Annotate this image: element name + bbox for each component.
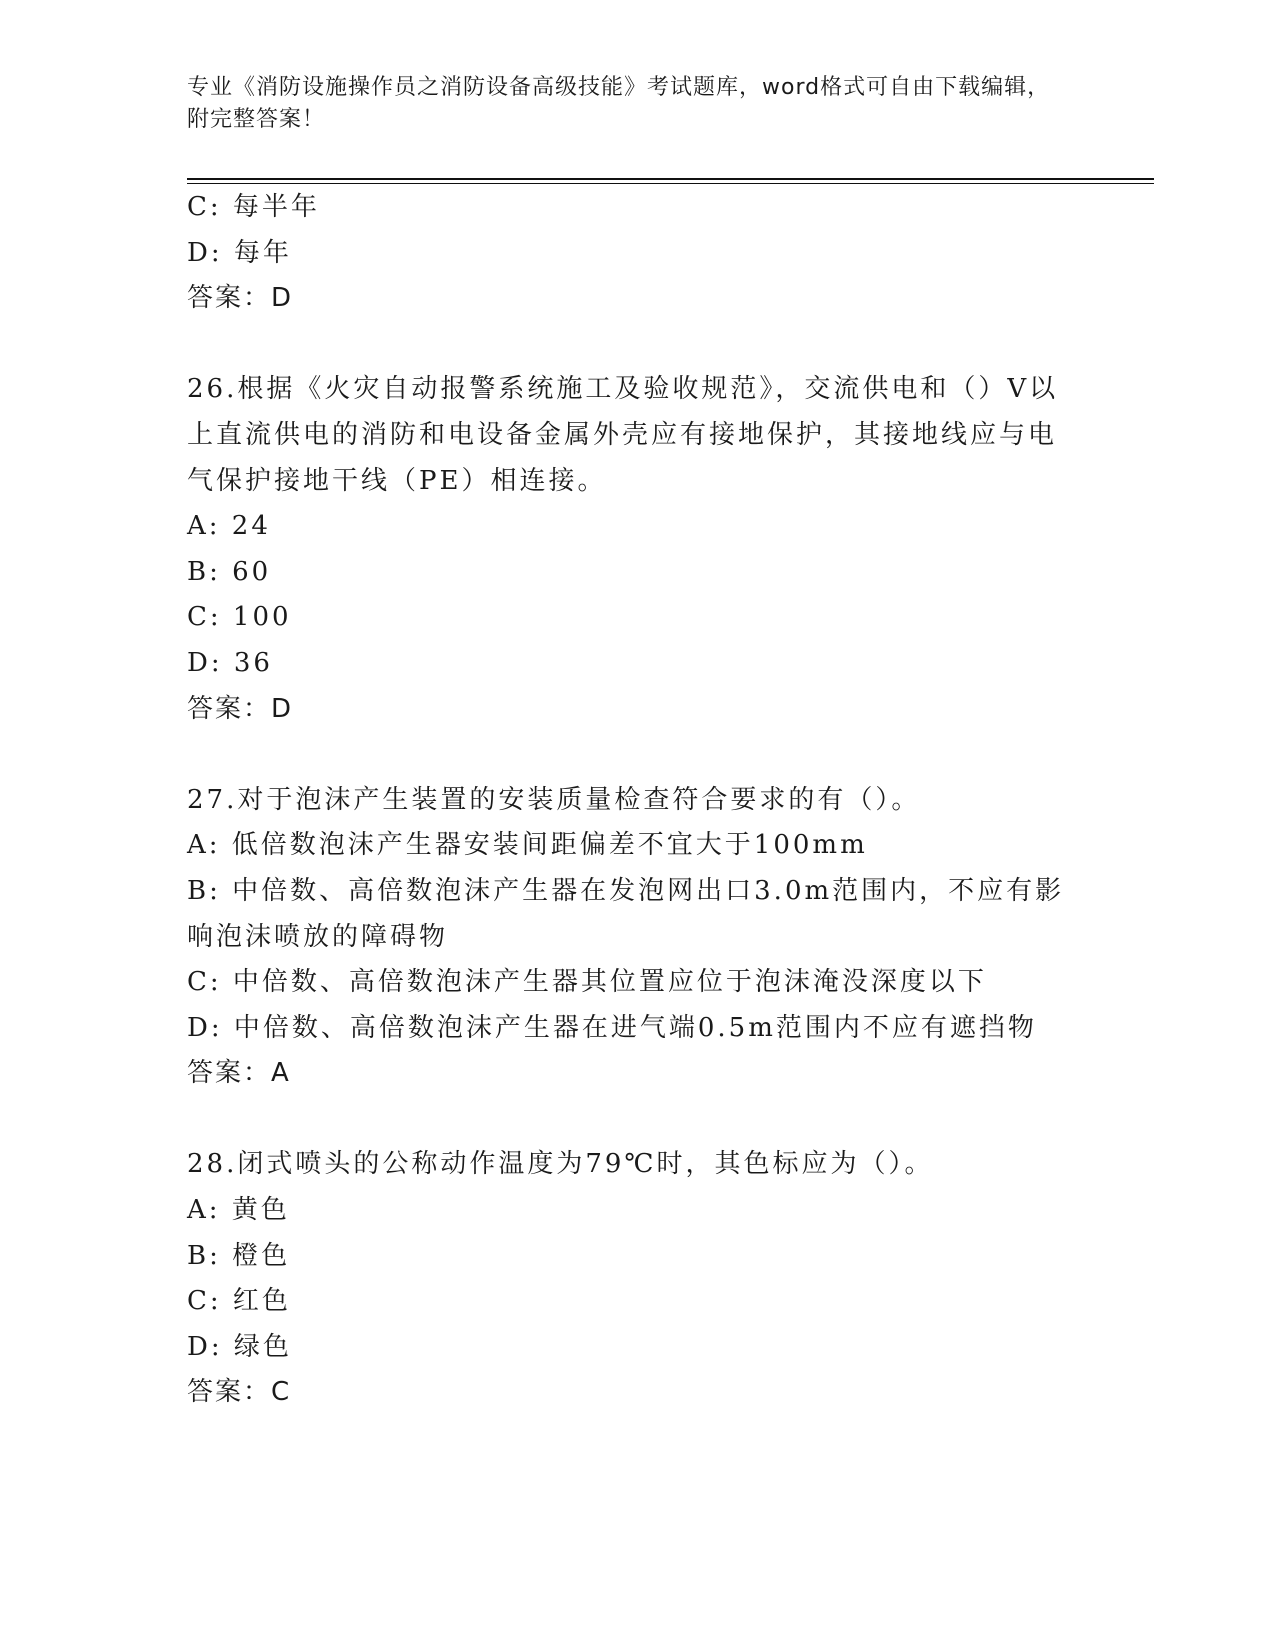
- option-line: C: 红色: [187, 1286, 291, 1317]
- page-header: 专业《消防设施操作员之消防设备高级技能》考试题库，word格式可自由下载编辑，附完整答案！: [187, 75, 1051, 132]
- question-27: [187, 778, 1087, 1097]
- option-line: B: 60: [187, 556, 272, 587]
- option-line: D: 每年: [187, 237, 292, 268]
- option-line: B: 橙色: [187, 1240, 291, 1271]
- question-stem-line: 27.对于泡沫产生装置的安装质量检查符合要求的有（）。: [187, 784, 921, 815]
- option-line: A: 黄色: [187, 1195, 290, 1226]
- question-stem-line: 28.闭式喷头的公称动作温度为79℃时，其色标应为（）。: [187, 1149, 934, 1180]
- answer-line: 答案：D: [187, 693, 294, 724]
- option-line: D: 中倍数、高倍数泡沫产生器在进气端0.5m范围内不应有遮挡物: [187, 1012, 1037, 1043]
- answer-line: 答案：A: [187, 1058, 291, 1089]
- question-28: [187, 1142, 1087, 1416]
- spacer: [187, 1097, 1087, 1143]
- option-line: A: 24: [187, 511, 271, 542]
- answer-line: 答案：D: [187, 283, 294, 314]
- option-line: A: 低倍数泡沫产生器安装间距偏差不宜大于100mm: [187, 830, 868, 861]
- option-line: C: 100: [187, 602, 292, 633]
- spacer: [187, 732, 1087, 778]
- option-line: C: 每半年: [187, 192, 320, 222]
- option-line: D: 绿色: [187, 1331, 292, 1362]
- continued-question: [187, 185, 1087, 322]
- option-line: D: 36: [187, 647, 273, 678]
- spacer: [187, 322, 1087, 368]
- question-stem-line: 气保护接地干线（PE）相连接。: [187, 465, 607, 496]
- header-rule-thin: [187, 183, 1154, 184]
- option-line: 响泡沫喷放的障碍物: [187, 921, 449, 952]
- option-line: C: 中倍数、高倍数泡沫产生器其位置应位于泡沫淹没深度以下: [187, 967, 987, 998]
- option-line: B: 中倍数、高倍数泡沫产生器在发泡网出口3.0m范围内，不应有影: [187, 875, 1065, 906]
- question-stem-line: 上直流供电的消防和电设备金属外壳应有接地保护，其接地线应与电: [187, 419, 1058, 450]
- header-rule-thick: [187, 178, 1154, 180]
- answer-line: 答案：C: [187, 1377, 292, 1408]
- question-26: [187, 367, 1087, 732]
- question-stem-line: 26.根据《火灾自动报警系统施工及验收规范》，交流供电和（）V以: [187, 374, 1059, 405]
- document-body: [187, 185, 1087, 1416]
